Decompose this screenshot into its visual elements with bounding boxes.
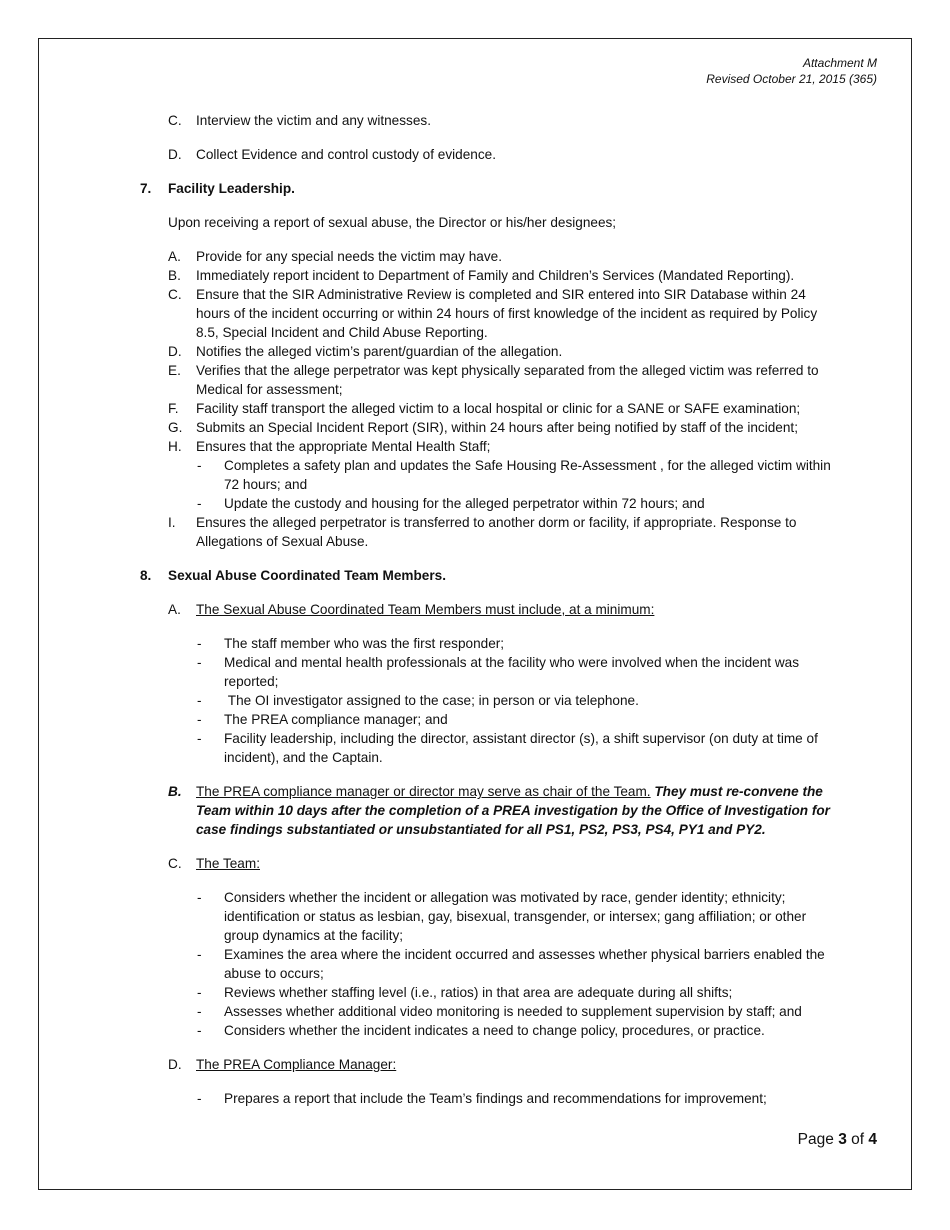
list-item: E. Verifies that the allege perpetrator was kept physically separated from the alleged victim was referred to Medical for assessment; (168, 363, 819, 397)
list-item: G. Submits an Special Incident Report (SIR), within 24 hours after being notified by staff of the incident; (168, 420, 798, 435)
sub-list-item: - Considers whether the incident or allegation was motivated by race, gender identity; ethnicity; identification or status as lesbian, gay, bisexual, transgender, or intersex; gang affiliation; or other group dynamics at the facility; (197, 890, 807, 943)
list-item: C. Interview the victim and any witnesses. (168, 113, 431, 128)
subsection-c-heading: C. The Team: (168, 856, 260, 871)
sub-list-item: - Prepares a report that include the Team’s findings and recommendations for improvement; (197, 1091, 767, 1106)
list-item: B. Immediately report incident to Department of Family and Children’s Services (Mandated Reporting). (168, 268, 795, 283)
sub-list-item: - The PREA compliance manager; and (197, 712, 448, 727)
sub-list-item: - Considers whether the incident indicates a need to change policy, procedures, or practice. (197, 1023, 765, 1038)
sub-list-item: - Reviews whether staffing level (i.e., ratios) in that area are adequate during all shifts; (197, 985, 733, 1000)
sub-list-item: - Facility leadership, including the director, assistant director (s), a shift supervisor (on duty at time of incident), and the Captain. (197, 731, 818, 765)
subsection-a-heading: A. The Sexual Abuse Coordinated Team Members must include, at a minimum: (168, 602, 655, 617)
list-item: F. Facility staff transport the alleged victim to a local hospital or clinic for a SANE or SAFE examination; (168, 401, 801, 416)
sub-list-item: - Medical and mental health professionals at the facility who were involved when the incident was reported; (197, 655, 800, 689)
attachment-label: Attachment M (802, 56, 877, 70)
sub-list-item: - Examines the area where the incident occurred and assesses whether physical barriers enabled the abuse to occurs; (197, 947, 825, 981)
list-item: D. Notifies the alleged victim’s parent/guardian of the allegation. (168, 344, 563, 359)
subsection-b: B. The PREA compliance manager or director may serve as chair of the Team. They must re-convene the Team within 10 days after the completion of a PREA investigation by the Office of Investigation for case findings substantiated or unsubstantiated for all PS1, PS2, PS3, PS4, PY1 and PY2. (168, 784, 830, 837)
section-heading-7: 7. Facility Leadership. (140, 181, 295, 196)
list-item: C. Ensure that the SIR Administrative Review is completed and SIR entered into SIR Database within 24 hours of the incident occurring or within 24 hours of first knowledge of the incident as required by Policy 8.5, Special Incident and Child Abuse Reporting. (168, 287, 818, 340)
revision-date: Revised October 21, 2015 (365) (706, 72, 877, 86)
sub-list-item: - The OI investigator assigned to the case; in person or via telephone. (197, 693, 639, 708)
sub-list-item: - Assesses whether additional video monitoring is needed to supplement supervision by staff; and (197, 1004, 802, 1019)
sub-list-item: - The staff member who was the first responder; (197, 636, 505, 651)
sub-list-item: - Update the custody and housing for the alleged perpetrator within 72 hours; and (197, 496, 705, 511)
list-item: A. Provide for any special needs the victim may have. (168, 249, 503, 264)
list-item: H. Ensures that the appropriate Mental Health Staff; (168, 439, 491, 454)
document-body (140, 111, 840, 1108)
document-header (706, 55, 877, 87)
subsection-d-heading: D. The PREA Compliance Manager: (168, 1057, 397, 1072)
list-item: D. Collect Evidence and control custody of evidence. (168, 147, 496, 162)
list-item: I. Ensures the alleged perpetrator is transferred to another dorm or facility, if appropriate. Response to Allegations of Sexual Abuse. (168, 515, 797, 549)
sub-list-item: - Completes a safety plan and updates the Safe Housing Re-Assessment , for the alleged victim within 72 hours; and (197, 458, 831, 492)
section-heading-8: 8. Sexual Abuse Coordinated Team Members. (140, 568, 446, 583)
page-number: Page 3 of 4 (797, 1131, 877, 1148)
section-7-intro: Upon receiving a report of sexual abuse, the Director or his/her designees; (168, 215, 617, 230)
